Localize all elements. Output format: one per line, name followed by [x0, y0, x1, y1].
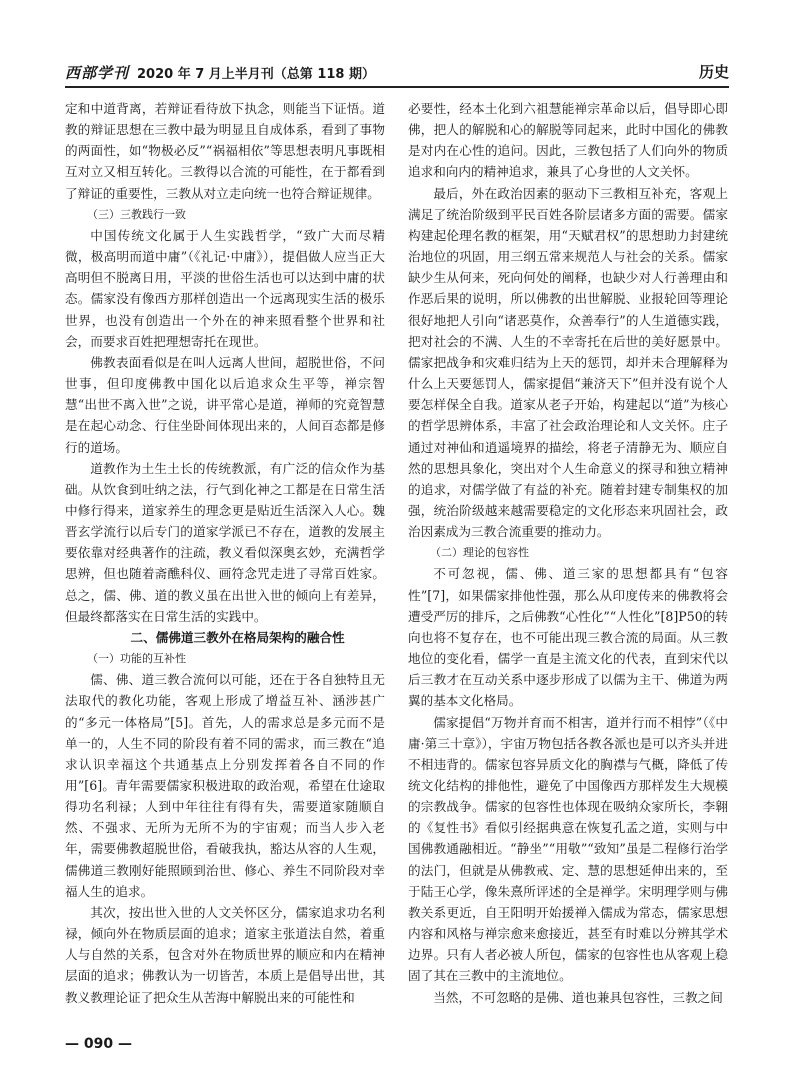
subsection-heading: （二）理论的包容性: [430, 546, 529, 560]
journal-name: 西部学刊: [65, 64, 130, 82]
paragraph: 定和中道背离，若辩证看待放下执念，则能当下证悟。道教的辩证思想在三教中最为明显且自成体系，看到了事物的两面性，如“物极必反”“祸福相依”等思想表明凡事既相互对立又相互转化。三教得以合流的可能性，在于都看到了辩证的重要性，三教从对立走向统一也符合辩证规律。: [65, 101, 385, 201]
paragraph: 当然，不可忽略的是佛、道也兼具包容性，三教之间: [433, 989, 723, 1005]
right-column: [408, 98, 728, 1008]
subsection-heading: （一）功能的互补性: [87, 652, 186, 666]
header-rule: [65, 86, 729, 88]
section-heading: 二、儒佛道三教外在格局架构的融合性: [130, 629, 345, 645]
paragraph: 佛教表面看似是在叫人远离人世间，超脱世俗，不问世事，但印度佛教中国化以后追求众生平等，禅宗智慧“出世不离入世”之说，讲平常心是道，禅师的究竟智慧是在起心动念、行住坐卧间体现出来的，人间百态都是修行的道场。: [65, 354, 385, 455]
paragraph: 不可忽视，儒、佛、道三家的思想都具有“包容性”[7]，如果儒家排他性强，那么从印度传来的佛教将会遭受严厉的排斥，之后佛教“心性化”“人性化”[8]P50的转向也将不复存在，也不可能出现三教合流的局面。从三教地位的变化看，儒学一直是主流文化的代表，直到宋代以后三教才在互动关系中逐步形成了以儒为主干、佛道为两翼的基本文化格局。: [408, 566, 728, 709]
page-header: [65, 58, 729, 86]
paragraph: 最后，外在政治因素的驱动下三教相互补充，客观上满足了统治阶级到平民百姓各阶层诸多方面的需要。儒家构建起伦理名教的框架，用“天赋君权”的思想助力封建统治地位的巩固，用三纲五常来规范人与社会的关系。儒家缺少生从何来，死向何处的阐释，也缺少对人行善理由和作恶后果的说明，所以佛教的出世解脱、业报轮回等理论很好地把人引向“诸恶莫作，众善奉行”的人生道德实践，把对社会的不满、人生的不幸寄托在后世的美好愿景中。儒家把战争和灾难归结为上天的惩罚，却并未合理解释为什么上天要惩罚人，儒家提倡“兼济天下”但并没有说个人要怎样保全自我。道家从老子开始，构建起以“道”为核心的哲学思辨体系，丰富了社会政治理论和人文关怀。庄子通过对神仙和逍遥境界的描绘，将老子清静无为、顺应自然的思想具象化，突出对个人生命意义的探寻和独立精神的追求，对儒学做了有益的补充。随着封建专制集权的加强，统治阶级越来越需要稳定的文化形态来巩固社会，政治因素成为三教合流重要的推动力。: [408, 185, 728, 540]
paragraph: 必要性，经本土化到六祖慧能禅宗革命以后，倡导即心即佛，把人的解脱和心的解脱等同起来，此时中国化的佛教是对内在心性的追问。因此，三教包括了人们向外的物质追求和向内的精神追求，兼具了心身世的人文关怀。: [408, 101, 728, 180]
subsection-heading: （三）三教践行一致: [87, 207, 186, 221]
page-number: — 090 —: [65, 1036, 132, 1052]
left-column: [65, 98, 385, 1008]
paragraph: 儒家提倡“万物并育而不相害，道并行而不相悖”（《中庸·第三十章》），宇宙万物包括各教各派也是可以齐头并进不相违背的。儒家包容异质文化的胸襟与气概，降低了传统文化结构的排他性，避免了中国像西方那样发生大规模的宗教战争。儒家的包容性也体现在吸纳众家所长，李翱的《复性书》看似引经据典意在恢复孔孟之道，实则与中国佛教通融相近。“静坐”“用敬”“致知”虽是二程修行治学的法门，但就是从佛教戒、定、慧的思想延伸出来的，至于陆王心学，像朱熹所评述的全是禅学。宋明理学则与佛教关系更近，自王阳明开始援禅入儒成为常态，儒家思想内容和风格与禅宗愈来愈接近，甚至有时难以分辨其学术边界。只有人者必被人所包，儒家的包容性也从客观上稳固了其在三教中的主流地位。: [408, 714, 728, 984]
paragraph: 中国传统文化属于人生实践哲学，“致广大而尽精微，极高明而道中庸”（《礼记·中庸》），提倡做人应当正大高明但不脱离日用，平淡的世俗生活也可以达到中庸的状态。儒家没有像西方那样创造出一个远离现实生活的极乐世界，也没有创造出一个外在的神来照看整个世界和社会，而要求百姓把理想寄托在现世。: [65, 227, 385, 349]
paragraph: 其次，按出世入世的人文关怀区分，儒家追求功名利禄，倾向外在物质层面的追求；道家主张道法自然，着重人与自然的关系，包含对外在物质世界的顺应和内在精神层面的追求；佛教认为一切皆苦，本质上是倡导出世，其教义教理论证了把众生从苦海中解脱出来的可能性和: [65, 904, 385, 1005]
paragraph: 儒、佛、道三教合流何以可能，还在于各自独特且无法取代的教化功能，客观上形成了增益互补、涵涉甚广的“多元一体格局”[5]。首先，人的需求总是多元而不是单一的，人生不同的阶段有着不同的需求，而三教在“追求认识幸福这个共通基点上分别发挥着各自不同的作用”[6]。青年需要儒家积极进取的政治观，希望在仕途取得功名利禄；人到中年往往有得有失，需要道家随顺自然、不强求、无所为无所不为的宇宙观；而当人步入老年，需要佛教超脱世俗，看破我执，豁达从容的人生观，儒佛道三教刚好能照顾到治世、修心、养生不同阶段对幸福人生的追求。: [65, 672, 385, 899]
paragraph: 道教作为土生土长的传统教派，有广泛的信众作为基础。从饮食到吐纳之法，行气到化神之工都是在日常生活中修行得来，道家养生的理念更是贴近生活深入人心。魏晋玄学流行以后专门的道家学派已不存在，道教的发展主要依靠对经典著作的注疏，教义看似深奥玄妙，充满哲学思辨，但也随着斋醮科仪、画符念咒走进了寻常百姓家。总之，儒、佛、道的教义虽在出世入世的倾向上有差异，但最终都落实在日常生活的实践中。: [65, 460, 385, 624]
section-label: 历史: [698, 63, 729, 81]
issue-info: 2020 年 7 月上半月刊（总第 118 期）: [137, 67, 375, 82]
